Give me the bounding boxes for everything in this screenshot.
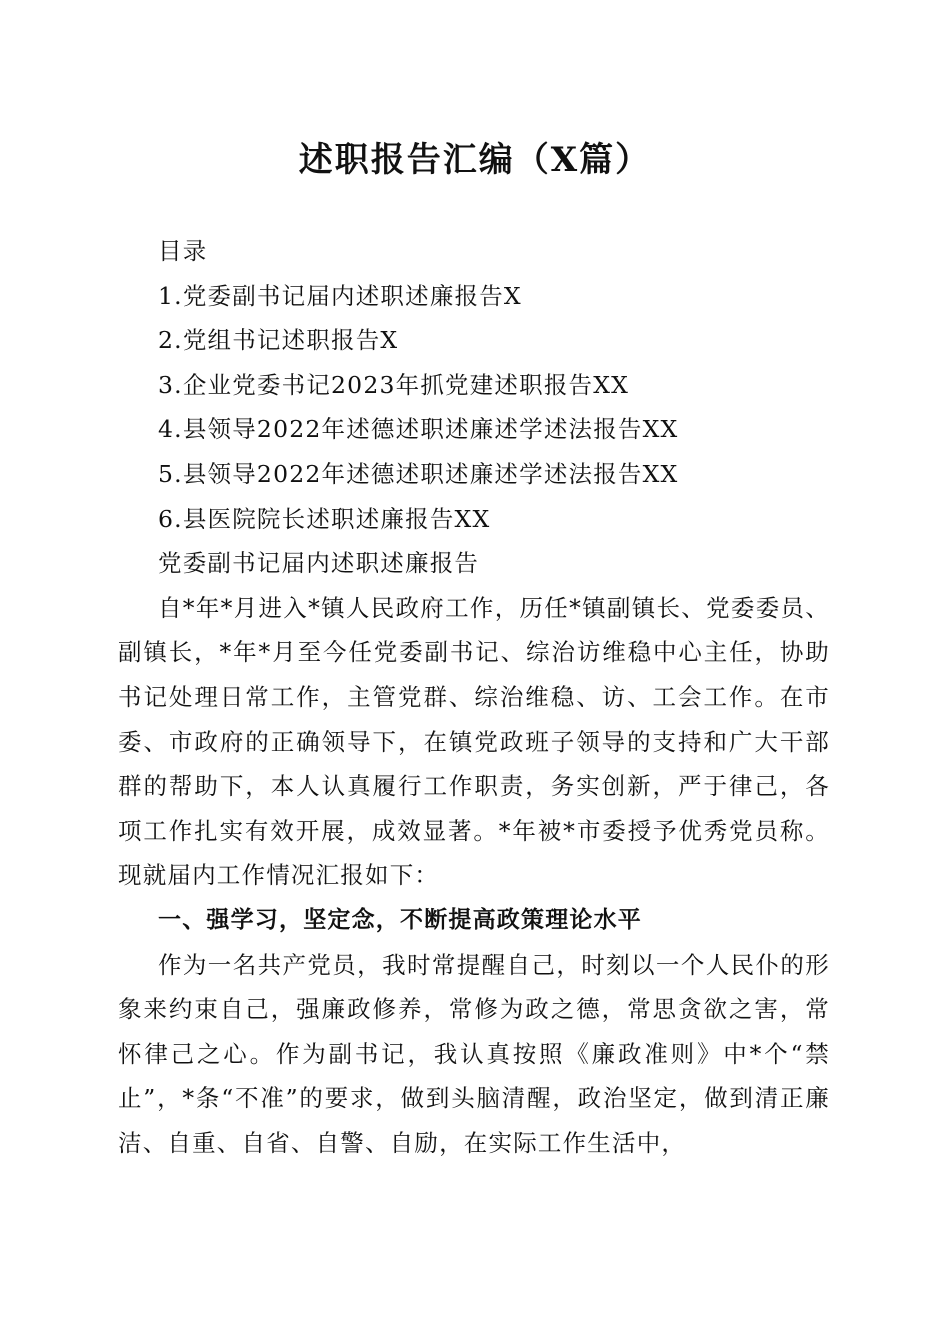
article-title: 党委副书记届内述职述廉报告 — [158, 549, 480, 578]
toc-item: 5.县领导2022年述德述职述廉述学述法报告XX — [158, 459, 679, 488]
toc-item: 4.县领导2022年述德述职述廉述学述法报告XX — [158, 415, 679, 444]
intro-paragraph: 自*年*月进入*镇人民政府工作，历任*镇副镇长、党委委员、副镇长，*年*月至今任党委副书记、综治访维稳中心主任，协助书记处理日常工作，主管党群、综治维稳、访、工会工作。在市委、市政府的正确领导下，在镇党政班子领导的支持和广大干部群的帮助下，本人认真履行工作职责，务实创新，严于律己，各项工作扎实有效开展，成效显著。*年被*市委授予优秀党员称。现就届内工作情况汇报如下： — [118, 593, 830, 890]
toc-item: 3.企业党委书记2023年抓党建述职报告XX — [158, 370, 630, 399]
section-paragraph: 作为一名共产党员，我时常提醒自己，时刻以一个人民仆的形象来约束自己，强廉政修养，常修为政之德，常思贪欲之害，常怀律己之心。作为副书记，我认真按照《廉政准则》中*个“禁止”，*条“不准”的要求，做到头脑清醒，政治坚定，做到清正廉洁、自重、自省、自警、自励，在实际工作生活中， — [118, 950, 830, 1157]
toc-item: 1.党委副书记届内述职述廉报告X — [158, 281, 522, 310]
toc-item: 2.党组书记述职报告X — [158, 326, 399, 355]
document-title: 述职报告汇编（X篇） — [298, 140, 652, 180]
document-body — [118, 229, 830, 1165]
toc-heading: 目录 — [158, 237, 208, 265]
toc-item: 6.县医院院长述职述廉报告XX — [158, 504, 491, 533]
section-heading: 一、强学习，坚定念，不断提高政策理论水平 — [158, 906, 642, 933]
